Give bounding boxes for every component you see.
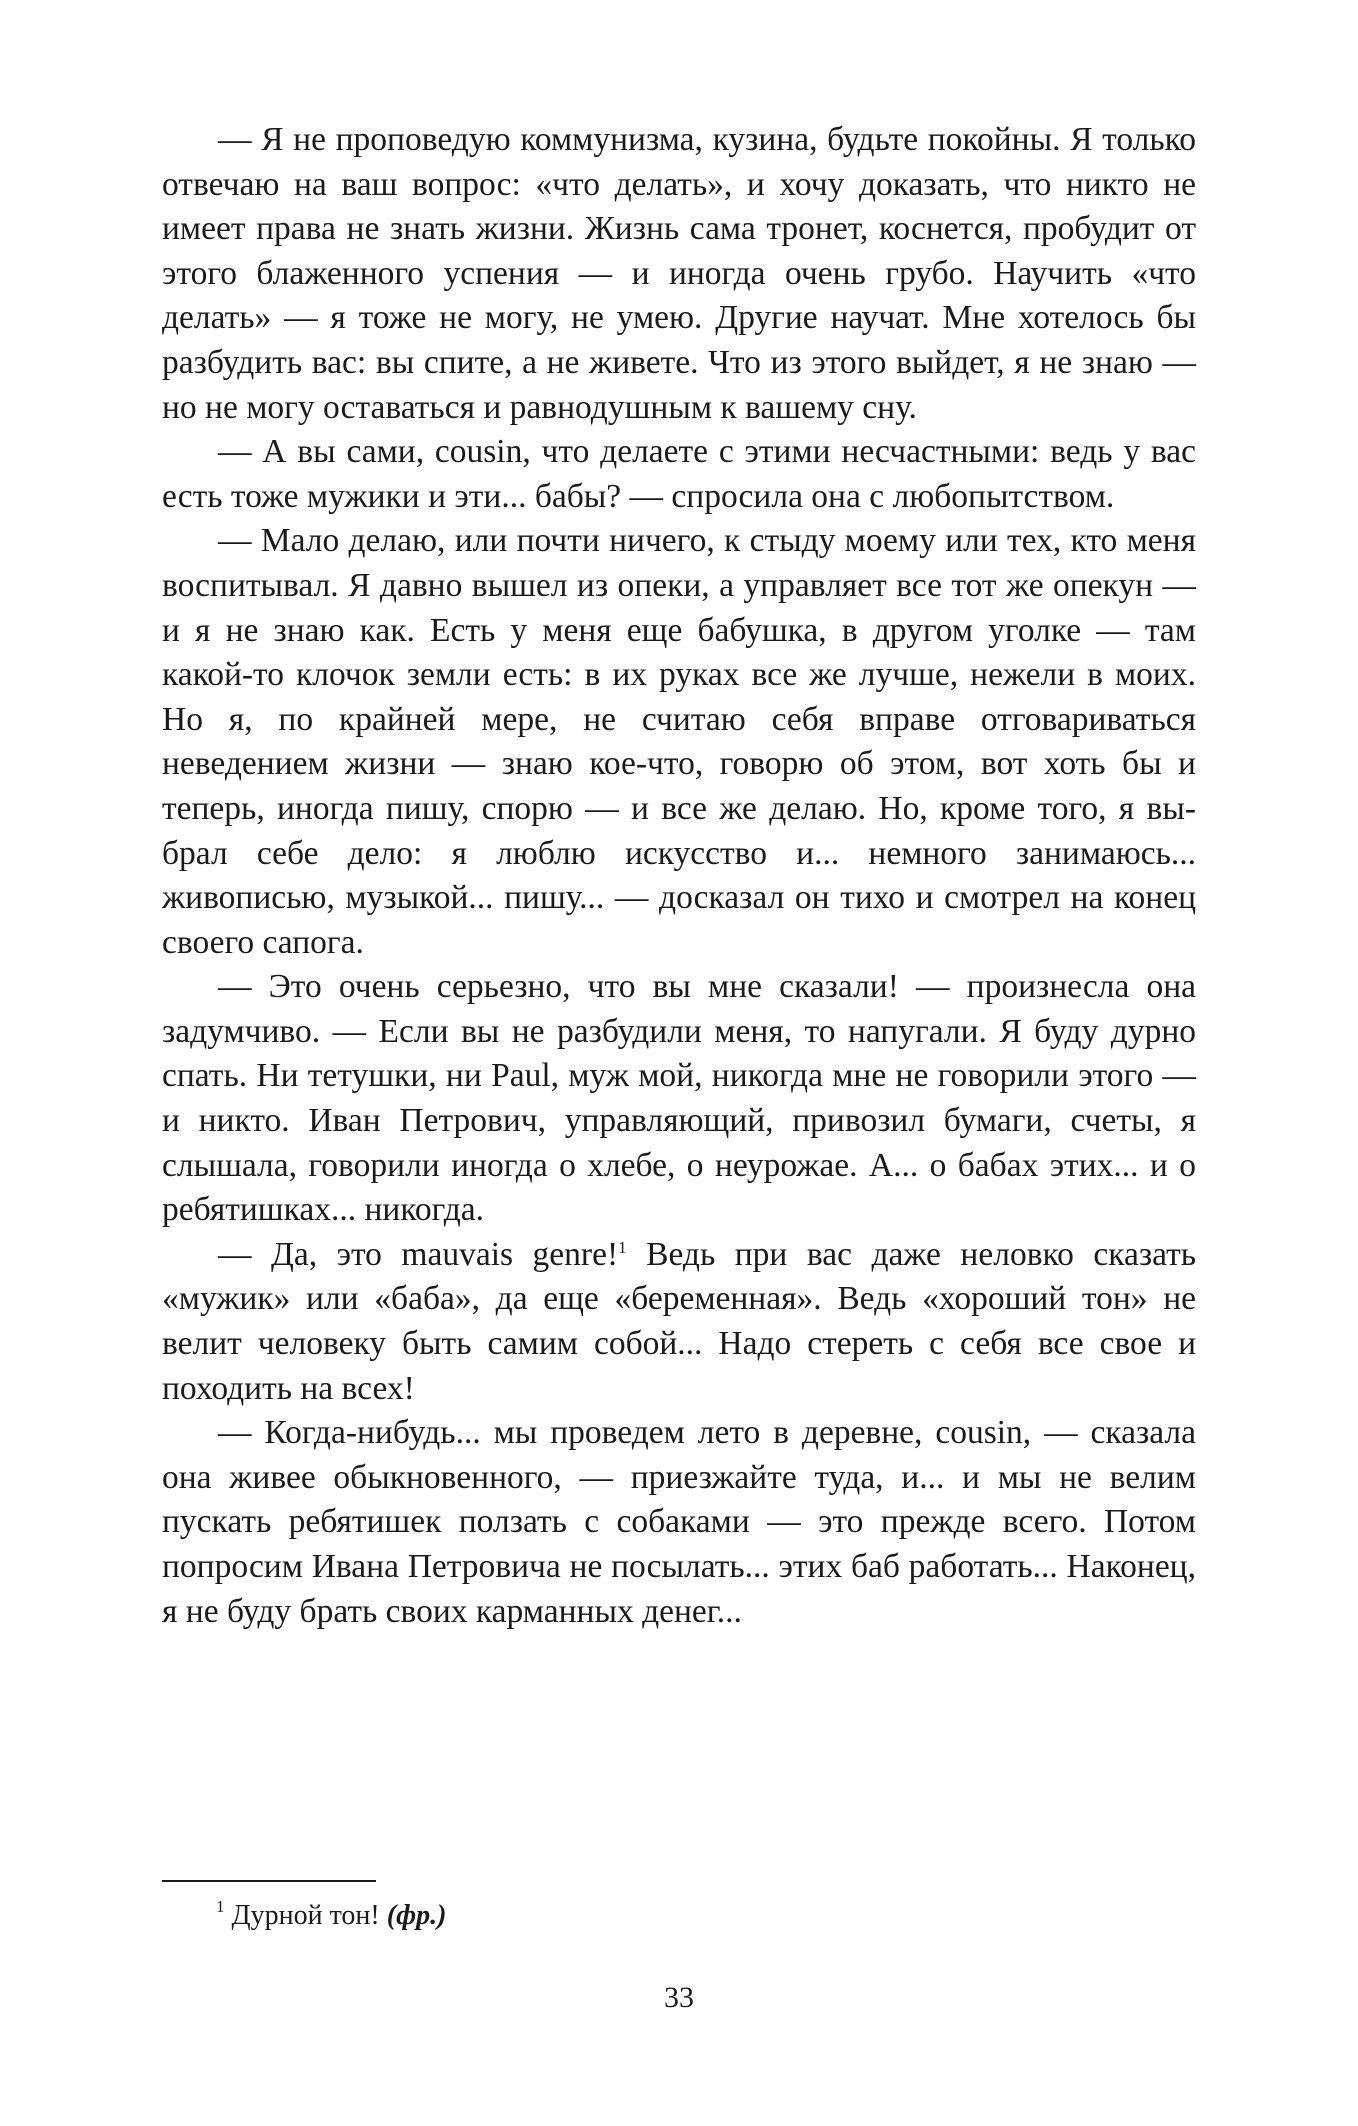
paragraph-4: — Это очень серьезно, что вы мне сказали! — произнесла она задумчиво. — Если вы не разбудили меня, то напугали. Я буду дурно спать. Ни тетушки, ни Paul, муж мой, никогда мне не говорили этого — и никто. Иван Петрович, управляющий, привозил бумаги, счеты, я слышала, говорили иногда о хлебе, о неурожае. А... о бабах этих... и о ребятишках... никогда. [162,968,1196,1229]
footnote-reference-mark: 1 [618,1237,627,1257]
paragraph-6: — Когда-нибудь... мы проведем лето в деревне, cousin, — сказала она живее обыкновенного, — приезжайте туда, и... и мы не велим пускать ребятишек ползать с собаками — это прежде всего. Потом попросим Ивана Петровича не посылать... этих баб работать... Наконец, я не буду брать своих карманных денег... [162,1414,1196,1630]
paragraph-5-rest: Ведь при вас даже неловко сказать «мужик» или «баба», да еще «беременная». Ведь «хороший тон» не велит человеку быть самим собой... Надо стереть с себя все свое и походить на всех! [162,1235,1196,1407]
paragraph-1: — Я не проповедую коммунизма, кузина, будьте покойны. Я только отвечаю на ваш вопрос: «что делать», и хочу доказать, что никто не имеет права не знать жизни. Жизнь сама тронет, коснется, пробудит от этого блаженного успения — и иногда очень грубо. Научить «что делать» — я тоже не могу, не умею. Другие научат. Мне хотелось бы разбудить вас: вы спите, а не живете. Что из этого выйдет, я не знаю — но не могу оставаться и равнодушным к вашему сну. [162,121,1196,426]
paragraph-2: — А вы сами, cousin, что делаете с этими несчастными: ведь у вас есть тоже мужики и эти... бабы? — спросила она с любопытством. [162,433,1196,515]
footnote-text: Дурной тон! [224,1900,387,1931]
footnote-divider [162,1880,376,1882]
page-number: 33 [664,1981,694,2014]
footnote-language: (фр.) [386,1900,447,1931]
paragraph-5-start: — Да, это mauvais genre! [218,1235,619,1273]
footnote [216,1898,446,1934]
body-text [162,118,1196,1634]
paragraph-3: — Мало делаю, или почти ничего, к стыду моему или тех, кто меня воспитывал. Я давно вышел из опеки, а управляет все тот же опекун — и я не знаю как. Есть у меня еще бабушка, в другом уголке — там какой-то клочок земли есть: в их руках все же лучше, нежели в моих. Но я, по крайней мере, не считаю себя вправе отговариваться неведением жизни — знаю кое-что, говорю об этом, вот хоть бы и теперь, иногда пишу, спорю — и все же делаю. Но, кроме того, я выбрал себе дело: я люблю искусство и... немного занимаюсь... живописью, музыкой... пишу... — досказал он тихо и смотрел на конец своего сапога. [162,522,1196,961]
footnote-mark: 1 [216,1897,225,1916]
paragraph-5 [162,1233,1196,1411]
